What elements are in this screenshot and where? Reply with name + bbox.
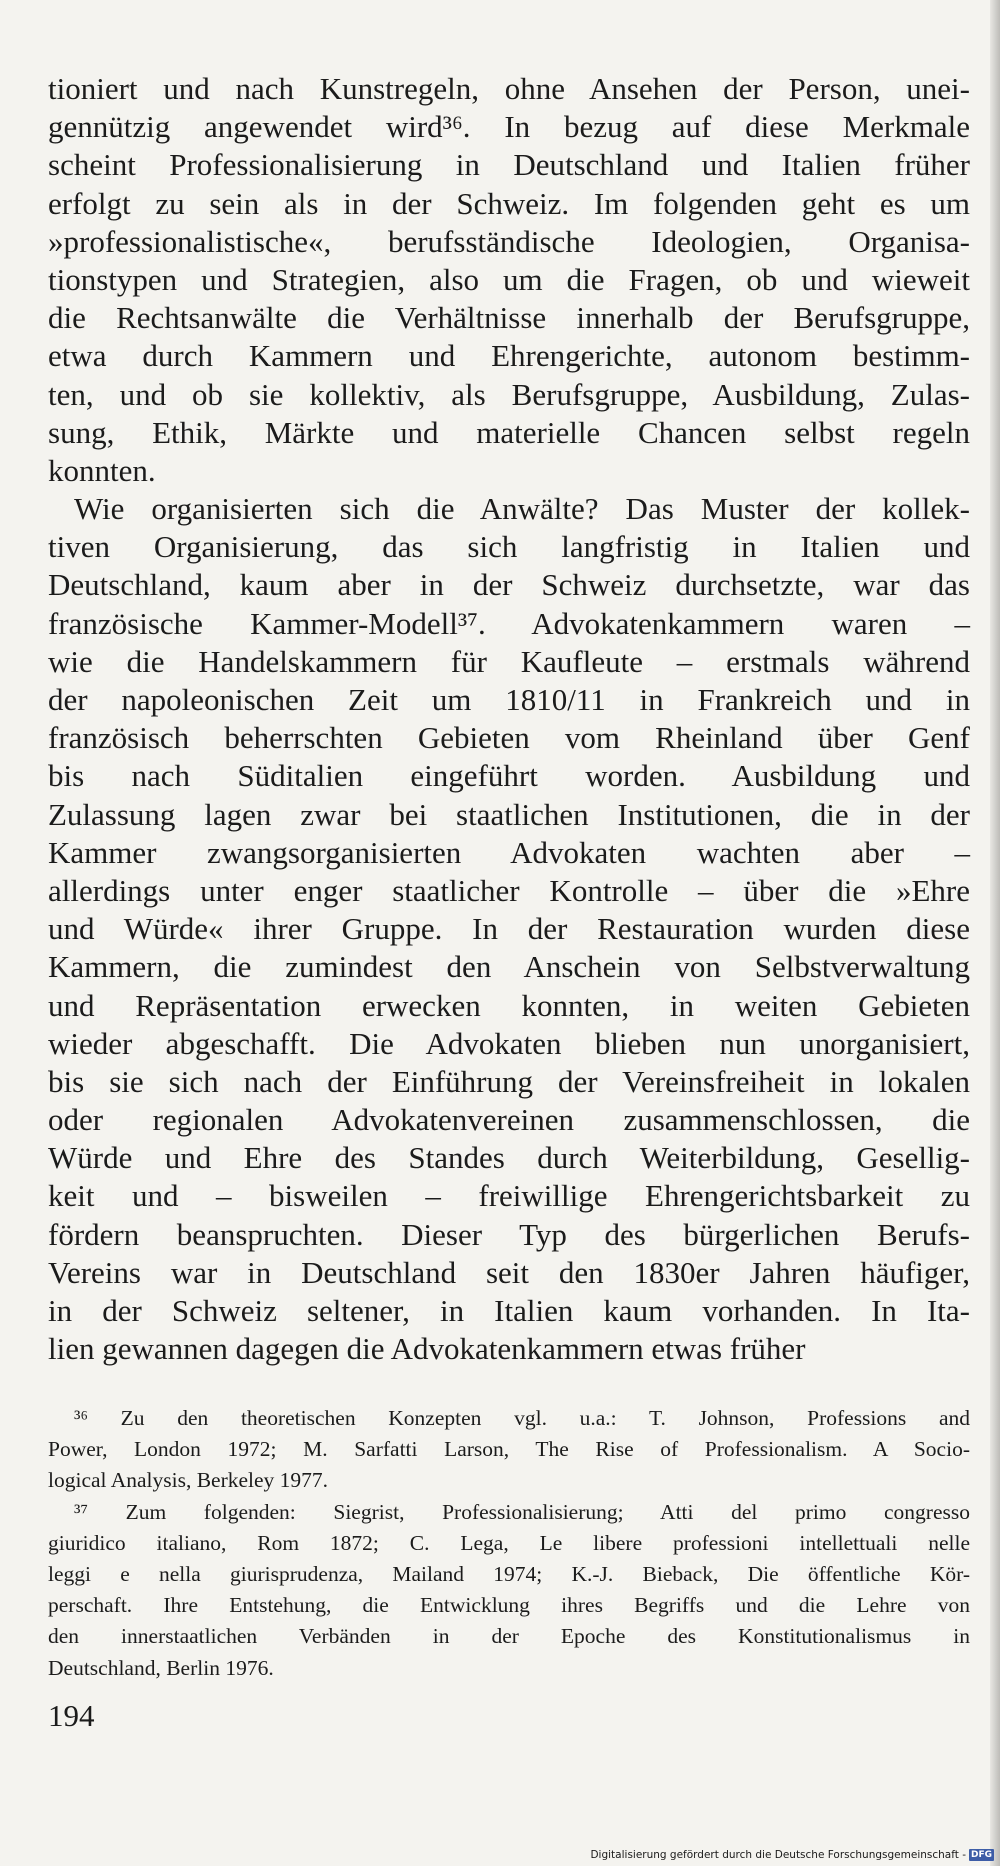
footnote-line: giuridico italiano, Rom 1872; C. Lega, Le libere professioni intellettuali nelle (48, 1530, 970, 1555)
text-line: Zulassung lagen zwar bei staatlichen Institutionen, die in der (48, 796, 970, 832)
text-line: scheint Professionalisierung in Deutschland und Italien früher (48, 147, 970, 183)
text-line: und Repräsentation erwecken konnten, in weiten Gebieten (48, 987, 970, 1023)
text-line: tionstypen und Strategien, also um die Fragen, ob und wieweit (48, 261, 970, 297)
text-line: in der Schweiz seltener, in Italien kaum vorhanden. In Ita- (48, 1293, 970, 1328)
page-number: 194 (48, 1698, 95, 1733)
text-line: erfolgt zu sein als in der Schweiz. Im folgenden geht es um (48, 185, 970, 221)
text-line: Kammer zwangsorganisierten Advokaten wachten aber – (48, 834, 970, 870)
footnote-line: perschaft. Ihre Entstehung, die Entwicklung ihres Begriffs und die Lehre von (48, 1593, 970, 1618)
text-line: tiven Organisierung, das sich langfristig in Italien und (48, 529, 970, 565)
text-line: konnten. (48, 452, 156, 488)
text-line: und Würde« ihrer Gruppe. In der Restauration wurden diese (48, 911, 970, 947)
footnote-line: Deutschland, Berlin 1976. (48, 1655, 274, 1680)
text-line: der napoleonischen Zeit um 1810/11 in Frankreich und in (48, 682, 970, 717)
text-line: Kammern, die zumindest den Anschein von Selbstverwaltung (48, 949, 970, 985)
text-line: »professionalistische«, berufsständische Ideologien, Organisa- (48, 223, 970, 259)
footnote-line: leggi e nella giurisprudenza, Mailand 1974; K.-J. Bieback, Die öffentliche Kör- (48, 1561, 970, 1586)
footnote-line: ³⁶ Zu den theoretischen Konzepten vgl. u.a.: T. Johnson, Professions and (74, 1406, 970, 1430)
text-line: ten, und ob sie kollektiv, als Berufsgruppe, Ausbildung, Zulas- (48, 376, 970, 412)
credit-text: Digitalisierung gefördert durch die Deutsche Forschungsgemeinschaft - (590, 1849, 966, 1861)
text-line: französisch beherrschten Gebieten vom Rheinland über Genf (48, 720, 970, 756)
text-line: die Rechtsanwälte die Verhältnisse innerhalb der Berufsgruppe, (48, 300, 970, 336)
text-line: oder regionalen Advokatenvereinen zusammenschlossen, die (48, 1102, 970, 1138)
text-line: allerdings unter enger staatlicher Kontrolle – über die »Ehre (48, 872, 970, 908)
text-line: Würde und Ehre des Standes durch Weiterbildung, Gesellig- (48, 1140, 970, 1176)
footnotes (48, 1403, 970, 1684)
text-line: wieder abgeschafft. Die Advokaten blieben nun unorganisiert, (48, 1025, 970, 1061)
footnote-line: den innerstaatlichen Verbänden in der Epoche des Konstitutionalismus in (48, 1624, 970, 1649)
footnote-line: ³⁷ Zum folgenden: Siegrist, Professionalisierung; Atti del primo congresso (74, 1499, 970, 1524)
text-line: französische Kammer-Modell³⁷. Advokatenkammern waren – (48, 605, 970, 641)
digitization-credit (590, 1848, 994, 1862)
text-line: Deutschland, kaum aber in der Schweiz durchsetzte, war das (48, 567, 970, 603)
page-edge-shadow (990, 0, 1000, 1866)
body-text (48, 70, 970, 1368)
text-line: fördern beanspruchten. Dieser Typ des bürgerlichen Berufs- (48, 1216, 970, 1252)
text-line: sung, Ethik, Märkte und materielle Chancen selbst regeln (48, 414, 970, 450)
text-line: Vereins war in Deutschland seit den 1830er Jahren häufiger, (48, 1254, 970, 1290)
text-line: bis sie sich nach der Einführung der Vereinsfreiheit in lokalen (48, 1063, 970, 1099)
footnote-line: logical Analysis, Berkeley 1977. (48, 1468, 329, 1493)
dfg-logo-icon: DFG (970, 1850, 992, 1860)
text-line: tioniert und nach Kunstregeln, ohne Ansehen der Person, unei- (48, 71, 970, 106)
text-line: bis nach Süditalien eingeführt worden. Ausbildung und (48, 758, 970, 794)
text-line: etwa durch Kammern und Ehrengerichte, autonom bestimm- (48, 338, 970, 374)
text-line: gennützig angewendet wird³⁶. In bezug auf diese Merkmale (48, 109, 970, 145)
text-line: Wie organisierten sich die Anwälte? Das Muster der kollek- (74, 491, 970, 527)
text-line: wie die Handelskammern für Kaufleute – erstmals während (48, 643, 970, 679)
footnote-line: Power, London 1972; M. Sarfatti Larson, The Rise of Professionalism. A Socio- (48, 1437, 970, 1462)
text-line: keit und – bisweilen – freiwillige Ehrengerichtsbarkeit zu (48, 1178, 970, 1214)
text-line: lien gewannen dagegen die Advokatenkammern etwas früher (48, 1331, 806, 1367)
